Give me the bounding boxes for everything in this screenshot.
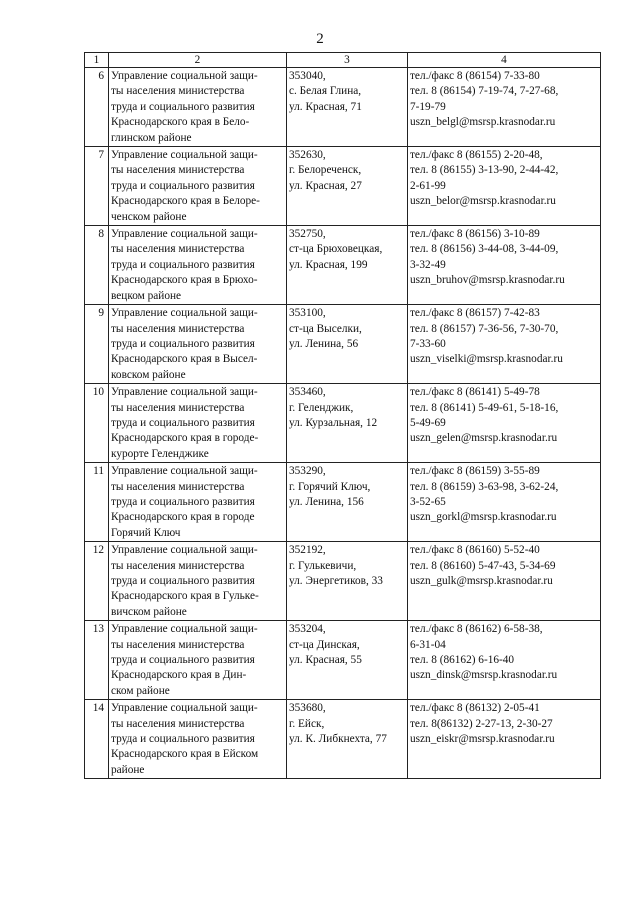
office-name-line: вецком районе xyxy=(111,289,182,302)
office-name-line: труда и социального развития xyxy=(111,654,255,667)
office-contacts-line: тел. 8 (86155) 3-13-90, 2-44-42, xyxy=(410,164,559,177)
column-header-4: 4 xyxy=(408,53,601,68)
office-contacts-line: тел. 8 (86154) 7-19-74, 7-27-68, xyxy=(410,85,559,98)
table-row xyxy=(85,226,601,305)
office-address-line: г. Белореченск, xyxy=(289,164,362,177)
table-row xyxy=(85,700,601,779)
office-address-line: ст-ца Брюховецкая, xyxy=(289,243,383,256)
office-name-line: Краснодарского края в городе- xyxy=(111,432,259,445)
office-name-line: ковском районе xyxy=(111,368,186,381)
column-header-2: 2 xyxy=(109,53,287,68)
office-address-line: ул. Красная, 27 xyxy=(289,179,362,192)
office-name-line: курорте Геленджике xyxy=(111,447,209,460)
row-number: 12 xyxy=(85,542,109,621)
office-name-line: районе xyxy=(111,763,145,776)
office-address-line: 352630, xyxy=(289,149,326,162)
office-contacts xyxy=(408,621,601,700)
office-contacts-line: uszn_gelen@msrsp.krasnodar.ru xyxy=(410,432,558,445)
office-name-line: Краснодарского края в Дин- xyxy=(111,669,247,682)
office-address-line: 352750, xyxy=(289,228,326,241)
office-name-line: Управление социальной защи- xyxy=(111,386,258,399)
office-address xyxy=(287,542,408,621)
office-name-line: труда и социального развития xyxy=(111,416,255,429)
office-contacts-line: тел. 8 (86156) 3-44-08, 3-44-09, xyxy=(410,243,559,256)
office-name-line: Краснодарского края в Гульке- xyxy=(111,590,259,603)
office-name xyxy=(109,621,287,700)
office-name xyxy=(109,147,287,226)
office-address-line: г. Гулькевичи, xyxy=(289,559,357,572)
office-contacts-line: 2-61-99 xyxy=(410,179,446,192)
office-address-line: ул. Курзальная, 12 xyxy=(289,416,378,429)
office-contacts-line: тел. 8 (86162) 6-16-40 xyxy=(410,654,515,667)
office-contacts-line: 3-32-49 xyxy=(410,258,446,271)
office-address-line: ул. К. Либкнехта, 77 xyxy=(289,733,387,746)
table-header-row xyxy=(85,53,601,68)
office-name-line: труда и социального развития xyxy=(111,179,255,192)
office-name-line: Краснодарского края в Бело- xyxy=(111,116,250,129)
office-contacts-line: uszn_viselki@msrsp.krasnodar.ru xyxy=(410,353,563,366)
table-row xyxy=(85,305,601,384)
table-row xyxy=(85,147,601,226)
row-number: 14 xyxy=(85,700,109,779)
office-address-line: ул. Красная, 55 xyxy=(289,654,362,667)
page-number: 2 xyxy=(316,31,324,47)
office-address-line: ул. Красная, 199 xyxy=(289,258,368,271)
office-contacts-line: тел./факс 8 (86160) 5-52-40 xyxy=(410,544,540,557)
office-name-line: ты населения министерства xyxy=(111,717,245,730)
office-name-line: Горячий Ключ xyxy=(111,526,181,539)
office-contacts xyxy=(408,226,601,305)
office-address-line: 353100, xyxy=(289,307,326,320)
office-address-line: 353204, xyxy=(289,623,326,636)
office-address xyxy=(287,463,408,542)
office-address-line: 353680, xyxy=(289,702,326,715)
office-address xyxy=(287,68,408,147)
office-name-line: ты населения министерства xyxy=(111,85,245,98)
office-address xyxy=(287,621,408,700)
office-address-line: г. Геленджик, xyxy=(289,401,354,414)
office-contacts-line: тел. 8 (86160) 5-47-43, 5-34-69 xyxy=(410,559,556,572)
office-name-line: труда и социального развития xyxy=(111,733,255,746)
office-name-line: ты населения министерства xyxy=(111,401,245,414)
office-address-line: 353460, xyxy=(289,386,326,399)
office-contacts-line: тел. 8 (86141) 5-49-61, 5-18-16, xyxy=(410,401,559,414)
office-contacts xyxy=(408,384,601,463)
office-name-line: Управление социальной защи- xyxy=(111,307,258,320)
office-contacts-line: uszn_gulk@msrsp.krasnodar.ru xyxy=(410,575,553,587)
office-contacts-line: uszn_dinsk@msrsp.krasnodar.ru xyxy=(410,669,558,682)
office-contacts-line: тел./факс 8 (86157) 7-42-83 xyxy=(410,307,540,320)
office-address-line: ул. Ленина, 56 xyxy=(289,337,359,350)
office-contacts-line: тел. 8 (86157) 7-36-56, 7-30-70, xyxy=(410,322,559,335)
office-address-line: с. Белая Глина, xyxy=(289,85,362,98)
offices-table xyxy=(84,52,601,779)
office-name-line: ты населения министерства xyxy=(111,638,245,651)
office-name-line: Краснодарского края в Высел- xyxy=(111,353,258,366)
office-address xyxy=(287,226,408,305)
office-name xyxy=(109,305,287,384)
office-contacts xyxy=(408,542,601,621)
office-name xyxy=(109,463,287,542)
office-address-line: 353040, xyxy=(289,70,326,82)
office-contacts-line: тел./факс 8 (86159) 3-55-89 xyxy=(410,465,540,478)
office-name-line: труда и социального развития xyxy=(111,258,255,271)
office-name-line: Управление социальной защи- xyxy=(111,228,258,241)
table-row xyxy=(85,621,601,700)
office-name-line: труда и социального развития xyxy=(111,575,255,587)
row-number: 10 xyxy=(85,384,109,463)
office-contacts xyxy=(408,305,601,384)
office-name-line: ты населения министерства xyxy=(111,322,245,335)
office-name-line: глинском районе xyxy=(111,131,192,144)
office-contacts-line: тел./факс 8 (86156) 3-10-89 xyxy=(410,228,540,241)
office-name-line: Управление социальной защи- xyxy=(111,465,258,478)
office-name-line: труда и социального развития xyxy=(111,495,255,508)
office-address xyxy=(287,305,408,384)
office-contacts-line: тел. 8 (86159) 3-63-98, 3-62-24, xyxy=(410,480,559,493)
office-name-line: ты населения министерства xyxy=(111,480,245,493)
office-name-line: ты населения министерства xyxy=(111,559,245,572)
office-address-line: ул. Красная, 71 xyxy=(289,100,362,113)
column-header-1: 1 xyxy=(85,53,109,68)
office-address xyxy=(287,700,408,779)
office-name-line: Управление социальной защи- xyxy=(111,623,258,636)
office-contacts-line: 7-33-60 xyxy=(410,337,446,350)
office-name xyxy=(109,226,287,305)
office-contacts-line: тел./факс 8 (86141) 5-49-78 xyxy=(410,386,540,399)
office-contacts-line: 6-31-04 xyxy=(410,638,446,651)
row-number: 9 xyxy=(85,305,109,384)
office-name-line: труда и социального развития xyxy=(111,337,255,350)
office-name-line: ченском районе xyxy=(111,210,187,223)
table-row xyxy=(85,463,601,542)
office-contacts-line: uszn_belgl@msrsp.krasnodar.ru xyxy=(410,116,556,129)
office-address-line: г. Ейск, xyxy=(289,717,325,730)
office-address-line: 352192, xyxy=(289,544,326,557)
office-contacts-line: тел. 8(86132) 2-27-13, 2-30-27 xyxy=(410,717,553,730)
office-name-line: Краснодарского края в Ейском xyxy=(111,748,259,761)
table-row xyxy=(85,384,601,463)
row-number: 8 xyxy=(85,226,109,305)
office-name-line: Управление социальной защи- xyxy=(111,149,258,162)
office-contacts xyxy=(408,700,601,779)
table-body xyxy=(85,53,601,779)
office-contacts-line: тел./факс 8 (86132) 2-05-41 xyxy=(410,702,540,715)
office-name-line: ском районе xyxy=(111,684,170,697)
office-name-line: Краснодарского края в городе xyxy=(111,511,255,524)
office-name-line: ты населения министерства xyxy=(111,243,245,256)
column-header-3: 3 xyxy=(287,53,408,68)
office-contacts-line: uszn_belor@msrsp.krasnodar.ru xyxy=(410,195,556,208)
office-contacts-line: тел./факс 8 (86155) 2-20-48, xyxy=(410,149,543,162)
table-row xyxy=(85,68,601,147)
office-address-line: 353290, xyxy=(289,465,326,478)
office-address-line: г. Горячий Ключ, xyxy=(289,480,371,493)
office-name-line: вичском районе xyxy=(111,605,187,618)
office-name-line: Управление социальной защи- xyxy=(111,70,258,82)
row-number: 6 xyxy=(85,68,109,147)
office-name xyxy=(109,700,287,779)
office-contacts xyxy=(408,68,601,147)
row-number: 11 xyxy=(85,463,109,542)
office-name-line: ты населения министерства xyxy=(111,164,245,177)
office-name-line: Управление социальной защи- xyxy=(111,544,258,557)
office-contacts-line: uszn_gorkl@msrsp.krasnodar.ru xyxy=(410,511,557,524)
office-address xyxy=(287,384,408,463)
office-address-line: ул. Ленина, 156 xyxy=(289,495,364,508)
office-contacts-line: 3-52-65 xyxy=(410,495,446,508)
office-contacts-line: uszn_eiskr@msrsp.krasnodar.ru xyxy=(410,733,555,746)
office-address-line: ст-ца Выселки, xyxy=(289,322,362,335)
office-address xyxy=(287,147,408,226)
office-name xyxy=(109,384,287,463)
office-contacts xyxy=(408,463,601,542)
office-contacts-line: uszn_bruhov@msrsp.krasnodar.ru xyxy=(410,274,565,287)
office-name xyxy=(109,542,287,621)
office-name-line: Краснодарского края в Белоре- xyxy=(111,195,260,208)
office-contacts-line: тел./факс 8 (86162) 6-58-38, xyxy=(410,623,543,636)
office-contacts-line: 7-19-79 xyxy=(410,100,446,113)
office-contacts xyxy=(408,147,601,226)
office-name-line: Управление социальной защи- xyxy=(111,702,258,715)
office-name xyxy=(109,68,287,147)
office-contacts-line: 5-49-69 xyxy=(410,416,446,429)
office-address-line: ст-ца Динская, xyxy=(289,638,360,651)
table-row xyxy=(85,542,601,621)
office-address-line: ул. Энергетиков, 33 xyxy=(289,575,383,587)
row-number: 13 xyxy=(85,621,109,700)
row-number: 7 xyxy=(85,147,109,226)
office-contacts-line: тел./факс 8 (86154) 7-33-80 xyxy=(410,70,540,82)
office-name-line: Краснодарского края в Брюхо- xyxy=(111,274,258,287)
office-name-line: труда и социального развития xyxy=(111,100,255,113)
